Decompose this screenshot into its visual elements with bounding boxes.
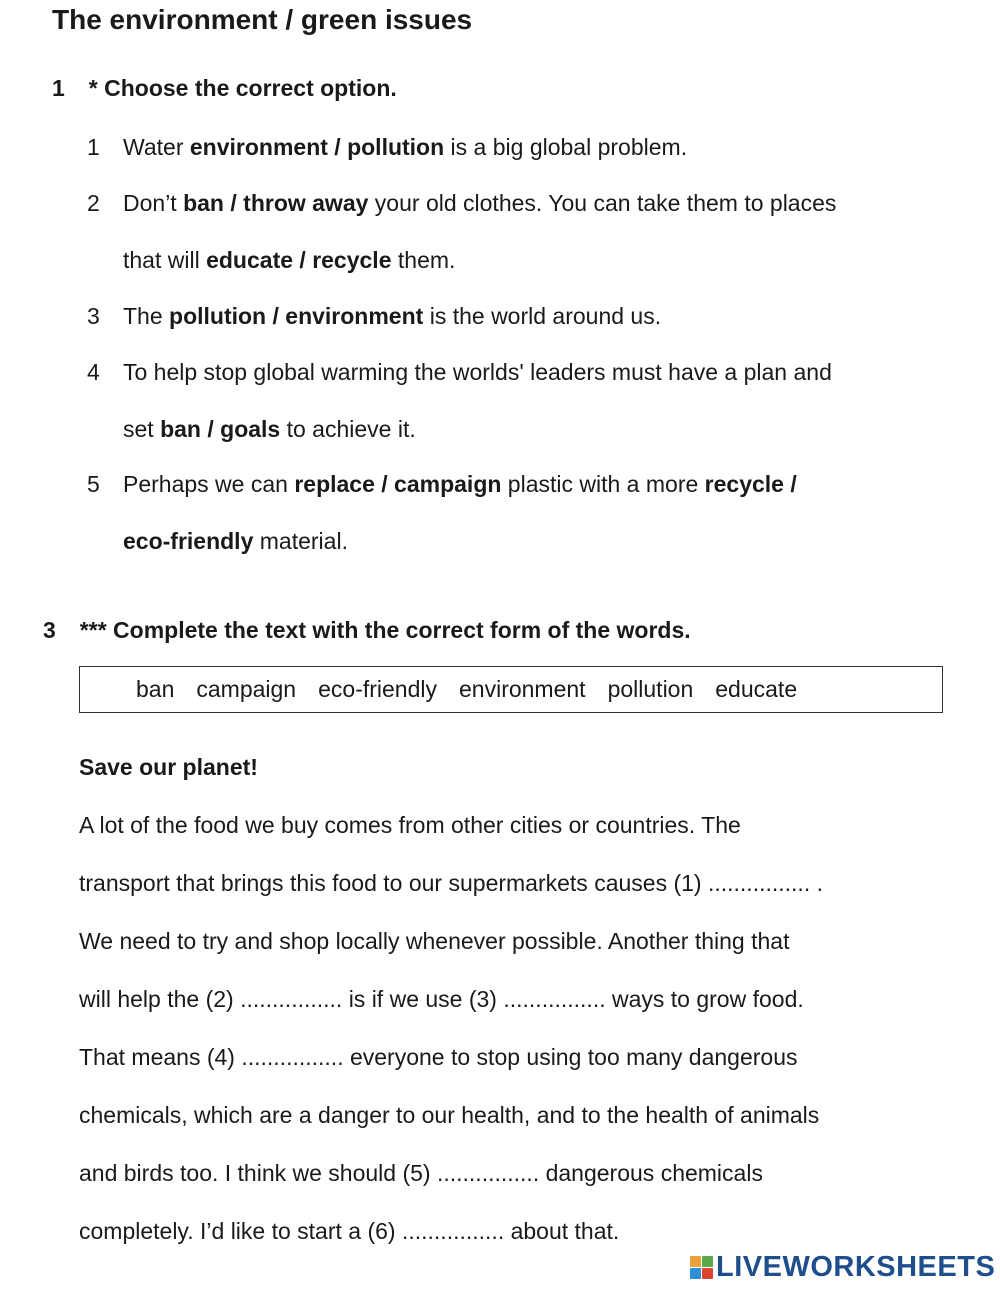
logo-icon xyxy=(690,1256,713,1279)
exercise-3-number: 3 xyxy=(43,617,56,643)
item-number: 5 xyxy=(87,471,100,497)
story-line: That means (4) ................ everyone to stop using too many dangerous xyxy=(79,1044,798,1070)
option-choice[interactable]: replace / campaign xyxy=(294,471,502,497)
story-line: and birds too. I think we should (5) ................ dangerous chemicals xyxy=(79,1160,763,1186)
item-fragment: The xyxy=(123,303,170,329)
logo-block-4 xyxy=(702,1268,713,1279)
item-number: 3 xyxy=(87,303,100,329)
story-line: chemicals, which are a danger to our health, and to the health of animals xyxy=(79,1102,820,1128)
item-fragment: is the world around us. xyxy=(423,303,662,329)
liveworksheets-logo xyxy=(690,1249,995,1285)
option-choice[interactable]: educate / recycle xyxy=(206,247,392,273)
story-line: A lot of the food we buy comes from other cities or countries. The xyxy=(79,812,741,838)
item-fragment: set xyxy=(123,416,161,442)
exercise-3-instruction: *** Complete the text with the correct form of the words. xyxy=(79,617,691,643)
story-line: We need to try and shop locally whenever possible. Another thing that xyxy=(79,928,790,954)
item-text xyxy=(123,247,455,274)
word-campaign: campaign xyxy=(196,676,297,702)
story-line: transport that brings this food to our supermarkets causes (1) ................ . xyxy=(79,870,823,896)
word-environment: environment xyxy=(459,676,586,702)
option-choice[interactable]: ban / throw away xyxy=(183,190,369,216)
item-number: 4 xyxy=(87,359,100,385)
exercise-1-heading xyxy=(52,75,397,102)
story-line: will help the (2) ................ is if we use (3) ................ ways to grow food. xyxy=(79,986,804,1012)
item-number: 1 xyxy=(87,134,100,160)
word-eco-friendly: eco-friendly xyxy=(318,676,437,702)
item-fragment: to achieve it. xyxy=(280,416,416,442)
item-text xyxy=(123,134,687,161)
item-fragment: To help stop global warming the worlds' leaders must have a plan and xyxy=(123,359,832,385)
item-text xyxy=(123,303,661,330)
item-text xyxy=(123,359,832,386)
story-title: Save our planet! xyxy=(79,754,258,780)
word-box xyxy=(79,666,943,713)
item-fragment: plastic with a more xyxy=(501,471,705,497)
item-fragment: material. xyxy=(253,528,348,554)
option-choice[interactable]: eco-friendly xyxy=(123,528,254,554)
item-text xyxy=(123,528,348,555)
page-title: The environment / green issues xyxy=(52,4,473,35)
option-choice[interactable]: pollution / environment xyxy=(169,303,424,329)
item-fragment: that will xyxy=(123,247,207,273)
word-educate: educate xyxy=(715,676,798,702)
logo-text: LIVEWORKSHEETS xyxy=(716,1250,996,1283)
item-fragment: them. xyxy=(391,247,456,273)
item-fragment: Perhaps we can xyxy=(123,471,295,497)
exercise-1-number: 1 xyxy=(52,75,65,101)
item-fragment: is a big global problem. xyxy=(444,134,688,160)
item-fragment: Don’t xyxy=(123,190,184,216)
item-text xyxy=(123,416,416,443)
item-text xyxy=(123,190,836,217)
option-choice[interactable]: ban / goals xyxy=(160,416,281,442)
item-text xyxy=(123,471,797,498)
logo-block-2 xyxy=(702,1256,713,1267)
option-choice[interactable]: environment / pollution xyxy=(189,134,445,160)
exercise-1-instruction: * Choose the correct option. xyxy=(88,75,397,101)
word-pollution: pollution xyxy=(607,676,694,702)
exercise-3-heading xyxy=(43,617,691,644)
item-fragment: your old clothes. You can take them to places xyxy=(368,190,837,216)
story-line: completely. I’d like to start a (6) ................ about that. xyxy=(79,1218,620,1244)
logo-block-1 xyxy=(690,1256,701,1267)
logo-block-3 xyxy=(690,1268,701,1279)
option-choice[interactable]: recycle / xyxy=(704,471,797,497)
item-number: 2 xyxy=(87,190,100,216)
word-ban: ban xyxy=(136,676,175,702)
item-fragment: Water xyxy=(123,134,190,160)
